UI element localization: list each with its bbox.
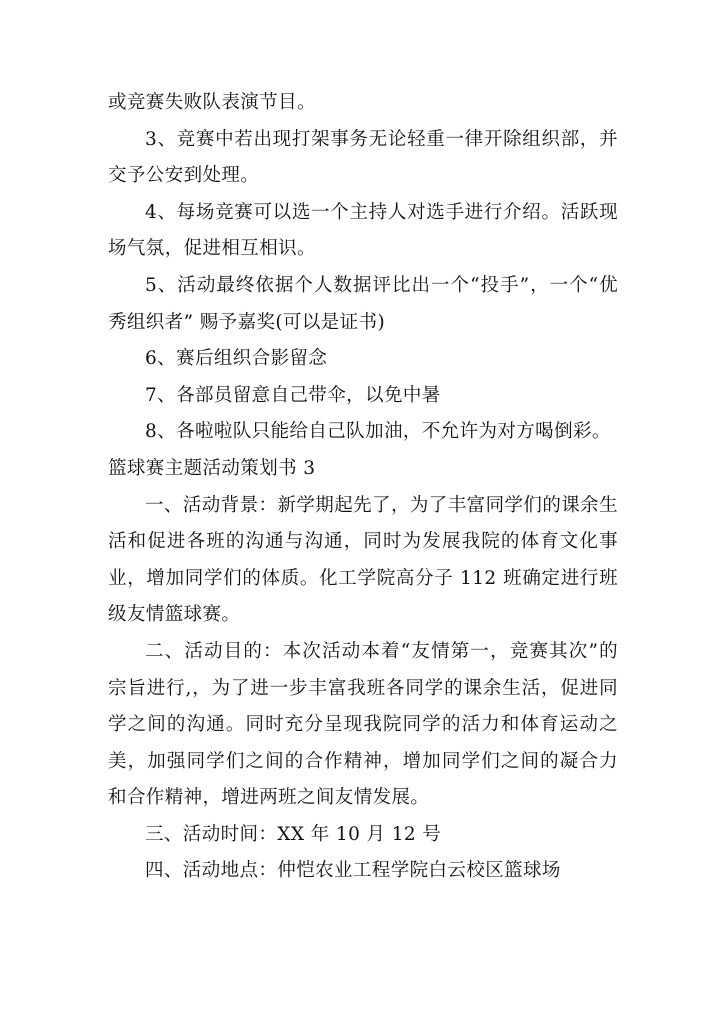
paragraph-rule-6: 6、赛后组织合影留念 — [145, 348, 328, 370]
document-body — [108, 85, 618, 890]
paragraph-time: 三、活动时间：XX 年 10 月 12 号 — [145, 823, 442, 845]
paragraph-rule-8: 8、各啦啦队只能给自己队加油，不允许为对方喝倒彩。 — [145, 421, 611, 443]
paragraph-rule-3: 3、竞赛中若出现打架事务无论轻重一律开除组织部，并交予公安到处理。 — [108, 128, 618, 187]
paragraph-rule-7: 7、各部员留意自己带伞，以免中暑 — [145, 384, 441, 406]
paragraph-location: 四、活动地点：仲恺农业工程学院白云校区篮球场 — [145, 860, 561, 882]
section-heading: 篮球赛主题活动策划书 3 — [108, 457, 316, 479]
paragraph-rule-5: 5、活动最终依据个人数据评比出一个“投手”，一个“优秀组织者” 赐予嘉奖(可以是证书) — [108, 274, 618, 333]
paragraph-purpose: 二、活动目的：本次活动本着“友情第一，竞赛其次”的宗旨进行,，为了进一步丰富我班各同学的课余生活，促进同学之间的沟通。同时充分呈现我院同学的活力和体育运动之美，加强同学们之间的合作精神，增加同学们之间的凝合力和合作精神，增进两班之间友情发展。 — [108, 640, 618, 809]
paragraph-continuation: 或竞赛失败队表演节目。 — [108, 92, 316, 113]
paragraph-rule-4: 4、每场竞赛可以选一个主持人对选手进行介绍。活跃现场气氛，促进相互相识。 — [108, 201, 618, 260]
paragraph-background: 一、活动背景：新学期起先了，为了丰富同学们的课余生活和促进各班的沟通与沟通，同时为发展我院的体育文化事业，增加同学们的体质。化工学院高分子 112 班确定进行班级友情篮球赛。 — [108, 494, 618, 626]
